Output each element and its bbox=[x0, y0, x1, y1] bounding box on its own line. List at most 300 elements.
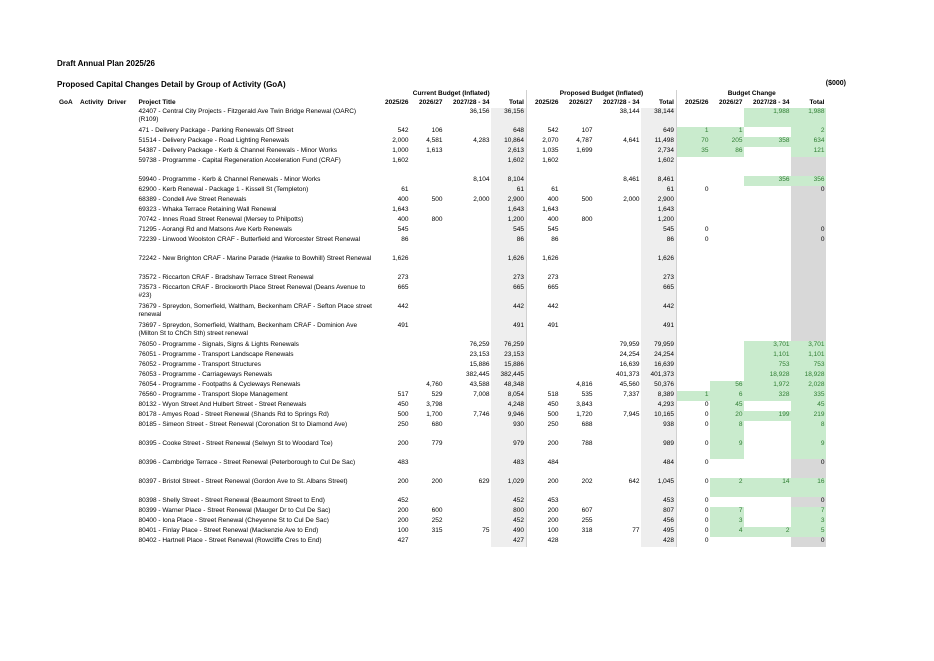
budget-change-cell: 3 bbox=[710, 517, 744, 527]
current-total-cell: 930 bbox=[491, 421, 526, 440]
proposed-total-cell: 1,045 bbox=[641, 478, 676, 497]
proposed-budget-cell: 545 bbox=[526, 226, 560, 236]
proposed-budget-cell bbox=[560, 206, 594, 216]
driver-cell bbox=[105, 507, 136, 517]
current-total-cell: 8,104 bbox=[491, 176, 526, 186]
table-row bbox=[57, 401, 826, 411]
proposed-budget-cell: 401,373 bbox=[615, 371, 640, 378]
budget-change-cell bbox=[744, 401, 791, 411]
current-total-cell: 1,643 bbox=[491, 206, 526, 216]
budget-change-cell: 45 bbox=[710, 401, 744, 411]
proposed-budget-cell: 788 bbox=[581, 440, 593, 447]
project-title-cell: 80395 - Cooke Street - Street Renewal (Selwyn St to Woodard Tce) bbox=[138, 440, 333, 447]
change-total-cell: 3,701 bbox=[791, 341, 826, 351]
table-row bbox=[57, 137, 826, 147]
proposed-budget-cell: 1,626 bbox=[526, 255, 560, 274]
driver-cell bbox=[105, 186, 136, 196]
proposed-total-cell: 649 bbox=[641, 127, 676, 137]
budget-change-cell: 0 bbox=[676, 186, 710, 196]
activity-cell bbox=[78, 157, 105, 176]
proposed-budget-cell bbox=[560, 186, 594, 196]
current-total-cell: 800 bbox=[491, 507, 526, 517]
current-budget-cell: 427 bbox=[397, 537, 409, 544]
current-budget-cell: 252 bbox=[431, 517, 443, 524]
budget-change-cell bbox=[676, 108, 710, 127]
proposed-budget-cell bbox=[594, 255, 641, 274]
current-budget-cell bbox=[410, 176, 444, 186]
budget-change-cell bbox=[744, 284, 791, 303]
goa-cell bbox=[57, 341, 78, 351]
current-budget-cell bbox=[444, 497, 491, 507]
activity-cell bbox=[78, 401, 105, 411]
current-budget-cell: 517 bbox=[397, 391, 409, 398]
budget-change-cell bbox=[710, 537, 744, 547]
proposed-budget-cell: 24,254 bbox=[619, 351, 640, 358]
goa-cell bbox=[57, 507, 78, 517]
current-budget-cell: 529 bbox=[431, 391, 443, 398]
current-budget-cell: 8,104 bbox=[473, 176, 490, 183]
table-body bbox=[57, 108, 826, 547]
proposed-budget-cell bbox=[560, 371, 594, 381]
current-total-cell: 1,029 bbox=[491, 478, 526, 497]
budget-change-cell: 8 bbox=[710, 421, 744, 440]
proposed-budget-cell: 500 bbox=[581, 196, 593, 203]
current-budget-cell: 100 bbox=[397, 527, 409, 534]
budget-change-cell: 56 bbox=[710, 381, 744, 391]
table-row bbox=[57, 341, 826, 351]
current-budget-cell: 545 bbox=[397, 226, 409, 233]
budget-change-cell bbox=[710, 157, 744, 176]
activity-cell bbox=[78, 236, 105, 255]
proposed-total-cell: 491 bbox=[641, 322, 676, 341]
current-budget-cell bbox=[444, 186, 491, 196]
current-budget-cell: 2,000 bbox=[392, 137, 409, 144]
activity-cell bbox=[78, 440, 105, 459]
change-total-cell: 0 bbox=[791, 186, 826, 196]
budget-change-cell bbox=[710, 341, 744, 351]
column-header: 2025/26 bbox=[676, 99, 710, 108]
budget-change-cell: 2 bbox=[710, 478, 744, 497]
current-total-cell: 1,200 bbox=[491, 216, 526, 226]
driver-cell bbox=[105, 206, 136, 216]
budget-change-cell bbox=[710, 274, 744, 284]
driver-cell bbox=[105, 108, 136, 127]
budget-change-cell bbox=[744, 537, 791, 547]
current-budget-cell bbox=[444, 274, 491, 284]
current-budget-cell bbox=[444, 322, 491, 341]
current-budget-cell bbox=[444, 507, 491, 517]
goa-cell bbox=[57, 391, 78, 401]
current-budget-cell bbox=[444, 216, 491, 226]
change-total-cell: 335 bbox=[791, 391, 826, 401]
column-header: 2027/28 - 34 bbox=[752, 99, 790, 106]
budget-change-cell: 1,988 bbox=[744, 108, 791, 127]
goa-cell bbox=[57, 459, 78, 478]
proposed-total-cell: 495 bbox=[641, 527, 676, 537]
proposed-budget-cell: 250 bbox=[526, 421, 560, 440]
column-header: 2027/28 - 34 bbox=[602, 99, 640, 106]
current-budget-cell: 61 bbox=[401, 186, 409, 193]
table-row bbox=[57, 517, 826, 527]
proposed-budget-cell: 400 bbox=[526, 196, 560, 206]
current-total-cell: 442 bbox=[491, 303, 526, 322]
table-row bbox=[57, 391, 826, 401]
proposed-budget-cell bbox=[594, 440, 641, 459]
budget-change-cell bbox=[676, 361, 710, 371]
budget-change-cell bbox=[744, 274, 791, 284]
budget-change-cell: 0 bbox=[676, 421, 710, 440]
proposed-budget-cell bbox=[594, 537, 641, 547]
change-total-cell: 219 bbox=[791, 411, 826, 421]
proposed-budget-cell bbox=[594, 459, 641, 478]
budget-change-cell: 0 bbox=[676, 411, 710, 421]
goa-cell bbox=[57, 284, 78, 303]
proposed-budget-cell: 1,602 bbox=[526, 157, 560, 176]
proposed-budget-cell bbox=[594, 517, 641, 527]
table-row bbox=[57, 537, 826, 547]
project-title-cell: 471 - Delivery Package - Parking Renewals Off Street bbox=[138, 127, 294, 134]
current-budget-cell bbox=[410, 303, 444, 322]
current-budget-cell bbox=[410, 236, 444, 255]
project-title-cell: 80185 - Simeon Street - Street Renewal (Coronation St to Diamond Ave) bbox=[138, 421, 348, 428]
proposed-budget-cell bbox=[594, 303, 641, 322]
change-total-cell: 1,988 bbox=[791, 108, 826, 127]
activity-cell bbox=[78, 371, 105, 381]
driver-cell bbox=[105, 274, 136, 284]
budget-change-cell: 7 bbox=[710, 507, 744, 517]
table-row bbox=[57, 186, 826, 196]
current-budget-cell bbox=[410, 351, 444, 361]
budget-change-cell bbox=[744, 322, 791, 341]
proposed-budget-cell bbox=[526, 371, 560, 381]
goa-cell bbox=[57, 401, 78, 411]
driver-cell bbox=[105, 216, 136, 226]
activity-cell bbox=[78, 341, 105, 351]
budget-change-cell bbox=[744, 440, 791, 459]
column-header: 2026/27 bbox=[718, 99, 743, 106]
proposed-budget-cell: 535 bbox=[581, 391, 593, 398]
project-title-cell: 54387 - Delivery Package - Kerb & Channel Renewals - Minor Works bbox=[138, 147, 338, 154]
current-total-cell: 2,900 bbox=[491, 196, 526, 206]
proposed-budget-cell: 2,000 bbox=[623, 196, 640, 203]
table-row bbox=[57, 226, 826, 236]
document-title: Draft Annual Plan 2025/26 bbox=[57, 59, 155, 68]
proposed-budget-cell: 200 bbox=[526, 517, 560, 527]
current-budget-cell bbox=[410, 186, 444, 196]
proposed-budget-cell: 318 bbox=[581, 527, 593, 534]
current-budget-cell bbox=[444, 206, 491, 216]
current-budget-cell bbox=[376, 176, 410, 186]
current-total-cell: 665 bbox=[491, 284, 526, 303]
project-title-cell: 80401 - Finlay Place - Street Renewal (Mackenzie Ave to End) bbox=[138, 527, 319, 534]
proposed-total-cell: 1,602 bbox=[641, 157, 676, 176]
table-row bbox=[57, 157, 826, 176]
budget-change-cell bbox=[710, 108, 744, 127]
budget-change-cell bbox=[744, 226, 791, 236]
proposed-budget-cell: 255 bbox=[581, 517, 593, 524]
current-budget-cell: 76,259 bbox=[469, 341, 490, 348]
change-total-cell: 2 bbox=[791, 127, 826, 137]
budget-change-cell bbox=[676, 322, 710, 341]
proposed-budget-header: Proposed Budget (Inflated) bbox=[526, 90, 676, 99]
table-row bbox=[57, 147, 826, 157]
activity-cell bbox=[78, 497, 105, 507]
column-header: Total bbox=[508, 99, 524, 106]
project-title-cell: 42407 - Central City Projects - Fitzgerald Ave Twin Bridge Renewal (OARC) (R109) bbox=[138, 108, 357, 123]
project-title-cell: 70742 - Innes Road Street Renewal (Mersey to Philpotts) bbox=[138, 216, 304, 223]
project-title-cell: 80399 - Warner Place - Street Renewal (Mauger Dr to Cul De Sac) bbox=[138, 507, 331, 514]
driver-cell bbox=[105, 537, 136, 547]
budget-change-cell bbox=[676, 371, 710, 381]
change-total-cell: 0 bbox=[791, 236, 826, 255]
driver-cell bbox=[105, 440, 136, 459]
current-budget-cell bbox=[410, 274, 444, 284]
current-budget-cell: 382,445 bbox=[465, 371, 490, 378]
proposed-budget-cell: 16,639 bbox=[619, 361, 640, 368]
project-title-cell: 51514 - Delivery Package - Road Lighting Renewals bbox=[138, 137, 290, 144]
driver-cell bbox=[105, 391, 136, 401]
current-budget-cell bbox=[376, 381, 410, 391]
goa-cell bbox=[57, 527, 78, 537]
activity-cell bbox=[78, 517, 105, 527]
table-row bbox=[57, 255, 826, 274]
budget-change-cell bbox=[744, 459, 791, 478]
budget-change-cell bbox=[676, 196, 710, 206]
table-row bbox=[57, 236, 826, 255]
project-title-cell: 76050 - Programme - Signals, Signs & Lights Renewals bbox=[138, 341, 299, 348]
current-total-cell: 36,156 bbox=[491, 108, 526, 127]
column-header: 2026/27 bbox=[418, 99, 443, 106]
budget-change-cell bbox=[744, 421, 791, 440]
table-row bbox=[57, 284, 826, 303]
current-budget-cell bbox=[376, 351, 410, 361]
proposed-total-cell: 938 bbox=[641, 421, 676, 440]
goa-cell bbox=[57, 147, 78, 157]
budget-change-cell bbox=[710, 255, 744, 274]
proposed-budget-cell bbox=[560, 497, 594, 507]
driver-cell bbox=[105, 381, 136, 391]
driver-cell bbox=[105, 527, 136, 537]
proposed-budget-cell bbox=[594, 226, 641, 236]
current-total-cell: 76,259 bbox=[491, 341, 526, 351]
goa-cell bbox=[57, 303, 78, 322]
activity-cell bbox=[78, 391, 105, 401]
document-subtitle: Proposed Capital Changes Detail by Group of Activity (GoA) bbox=[57, 80, 286, 89]
budget-change-cell bbox=[710, 459, 744, 478]
budget-change-cell bbox=[710, 186, 744, 196]
proposed-budget-cell: 453 bbox=[526, 497, 560, 507]
proposed-total-cell: 86 bbox=[641, 236, 676, 255]
current-budget-cell bbox=[410, 157, 444, 176]
proposed-budget-cell: 77 bbox=[632, 527, 640, 534]
current-budget-cell bbox=[410, 371, 444, 381]
current-budget-cell bbox=[444, 303, 491, 322]
current-budget-cell bbox=[410, 361, 444, 371]
proposed-budget-cell bbox=[526, 381, 560, 391]
budget-change-cell bbox=[710, 497, 744, 507]
change-total-cell bbox=[791, 303, 826, 322]
current-budget-cell bbox=[444, 127, 491, 137]
project-title-cell: 80132 - Wyon Street And Hulbert Street - Street Renewals bbox=[138, 401, 307, 408]
table-row bbox=[57, 459, 826, 478]
driver-cell bbox=[105, 322, 136, 341]
proposed-budget-cell: 45,560 bbox=[619, 381, 640, 388]
current-budget-cell: 75 bbox=[482, 527, 490, 534]
current-budget-cell bbox=[444, 459, 491, 478]
proposed-budget-cell: 542 bbox=[526, 127, 560, 137]
table-row bbox=[57, 421, 826, 440]
table-row bbox=[57, 108, 826, 127]
activity-cell bbox=[78, 322, 105, 341]
budget-change-cell bbox=[676, 206, 710, 216]
current-budget-cell: 200 bbox=[431, 478, 443, 485]
table-row bbox=[57, 478, 826, 497]
goa-cell bbox=[57, 322, 78, 341]
budget-change-cell: 2 bbox=[744, 527, 791, 537]
current-total-cell: 452 bbox=[491, 497, 526, 507]
driver-cell bbox=[105, 137, 136, 147]
proposed-total-cell: 989 bbox=[641, 440, 676, 459]
activity-cell bbox=[78, 507, 105, 517]
current-total-cell: 452 bbox=[491, 517, 526, 527]
activity-cell bbox=[78, 108, 105, 127]
current-total-cell: 490 bbox=[491, 527, 526, 537]
activity-cell bbox=[78, 196, 105, 206]
current-budget-cell: 542 bbox=[397, 127, 409, 134]
proposed-budget-cell bbox=[594, 401, 641, 411]
current-total-cell: 9,946 bbox=[491, 411, 526, 421]
budget-change-cell: 1 bbox=[676, 127, 710, 137]
activity-cell bbox=[78, 381, 105, 391]
column-header: Activity bbox=[80, 99, 104, 106]
column-header: 2025/26 bbox=[384, 99, 409, 106]
driver-cell bbox=[105, 459, 136, 478]
proposed-total-cell: 10,165 bbox=[641, 411, 676, 421]
proposed-budget-cell: 200 bbox=[526, 478, 560, 497]
budget-change-cell bbox=[710, 206, 744, 216]
current-total-cell: 4,248 bbox=[491, 401, 526, 411]
budget-change-cell bbox=[744, 147, 791, 157]
driver-cell bbox=[105, 157, 136, 176]
change-total-cell bbox=[791, 322, 826, 341]
proposed-budget-cell: 4,816 bbox=[576, 381, 593, 388]
current-budget-cell: 600 bbox=[431, 507, 443, 514]
budget-change-cell bbox=[676, 176, 710, 186]
proposed-budget-cell bbox=[594, 157, 641, 176]
proposed-budget-cell: 1,720 bbox=[576, 411, 593, 418]
driver-cell bbox=[105, 284, 136, 303]
goa-cell bbox=[57, 537, 78, 547]
proposed-total-cell: 50,376 bbox=[641, 381, 676, 391]
activity-cell bbox=[78, 176, 105, 186]
activity-cell bbox=[78, 127, 105, 137]
activity-cell bbox=[78, 226, 105, 236]
budget-change-cell: 0 bbox=[676, 459, 710, 478]
budget-change-cell: 0 bbox=[676, 236, 710, 255]
current-budget-cell: 4,581 bbox=[426, 137, 443, 144]
budget-change-cell: 358 bbox=[744, 137, 791, 147]
proposed-budget-cell bbox=[560, 284, 594, 303]
proposed-budget-cell: 400 bbox=[526, 216, 560, 226]
current-budget-cell bbox=[410, 255, 444, 274]
table-row bbox=[57, 371, 826, 381]
project-title-cell: 76054 - Programme - Footpaths & Cycleways Renewals bbox=[138, 381, 301, 388]
activity-cell bbox=[78, 421, 105, 440]
proposed-budget-cell: 1,643 bbox=[526, 206, 560, 216]
proposed-budget-cell: 86 bbox=[526, 236, 560, 255]
budget-change-cell: 1 bbox=[676, 391, 710, 401]
proposed-budget-cell bbox=[560, 274, 594, 284]
proposed-budget-cell bbox=[594, 284, 641, 303]
proposed-budget-cell: 38,144 bbox=[619, 108, 640, 115]
project-title-cell: 76051 - Programme - Transport Landscape Renewals bbox=[138, 351, 294, 358]
proposed-total-cell: 428 bbox=[641, 537, 676, 547]
proposed-budget-cell bbox=[560, 537, 594, 547]
proposed-budget-cell: 79,959 bbox=[619, 341, 640, 348]
budget-change-cell bbox=[710, 303, 744, 322]
change-total-cell: 7 bbox=[791, 507, 826, 517]
proposed-budget-cell: 450 bbox=[526, 401, 560, 411]
current-budget-cell: 106 bbox=[431, 127, 443, 134]
goa-cell bbox=[57, 196, 78, 206]
budget-change-cell bbox=[710, 361, 744, 371]
budget-change-cell bbox=[744, 303, 791, 322]
current-total-cell: 2,613 bbox=[491, 147, 526, 157]
budget-change-cell: 35 bbox=[676, 147, 710, 157]
budget-change-cell: 205 bbox=[710, 137, 744, 147]
current-total-cell: 23,153 bbox=[491, 351, 526, 361]
change-total-cell: 5 bbox=[791, 527, 826, 537]
change-total-cell: 2,028 bbox=[791, 381, 826, 391]
current-budget-cell bbox=[410, 459, 444, 478]
change-total-cell: 121 bbox=[791, 147, 826, 157]
current-budget-cell: 1,626 bbox=[392, 255, 409, 262]
budget-change-cell bbox=[676, 341, 710, 351]
goa-cell bbox=[57, 226, 78, 236]
current-budget-cell: 491 bbox=[397, 322, 409, 329]
column-header: 2027/28 - 34 bbox=[452, 99, 490, 106]
project-title-cell: 69323 - Whaka Terrace Retaining Wall Renewal bbox=[138, 206, 277, 213]
proposed-budget-cell: 273 bbox=[526, 274, 560, 284]
current-budget-cell: 200 bbox=[397, 517, 409, 524]
current-total-cell: 491 bbox=[491, 322, 526, 341]
table-row bbox=[57, 303, 826, 322]
driver-cell bbox=[105, 127, 136, 137]
goa-cell bbox=[57, 517, 78, 527]
current-total-cell: 483 bbox=[491, 459, 526, 478]
budget-change-cell bbox=[744, 517, 791, 527]
change-total-cell: 0 bbox=[791, 537, 826, 547]
driver-cell bbox=[105, 497, 136, 507]
current-total-cell: 48,348 bbox=[491, 381, 526, 391]
change-total-cell: 0 bbox=[791, 497, 826, 507]
proposed-total-cell: 8,389 bbox=[641, 391, 676, 401]
driver-cell bbox=[105, 351, 136, 361]
proposed-total-cell: 4,293 bbox=[641, 401, 676, 411]
current-budget-cell: 200 bbox=[397, 478, 409, 485]
current-total-cell: 1,602 bbox=[491, 157, 526, 176]
activity-cell bbox=[78, 537, 105, 547]
proposed-total-cell: 456 bbox=[641, 517, 676, 527]
current-budget-cell bbox=[444, 255, 491, 274]
current-budget-cell bbox=[376, 371, 410, 381]
proposed-budget-cell bbox=[526, 351, 560, 361]
current-budget-cell: 4,283 bbox=[473, 137, 490, 144]
current-budget-cell: 483 bbox=[397, 459, 409, 466]
proposed-budget-cell: 665 bbox=[526, 284, 560, 303]
goa-cell bbox=[57, 361, 78, 371]
current-budget-cell: 665 bbox=[397, 284, 409, 291]
